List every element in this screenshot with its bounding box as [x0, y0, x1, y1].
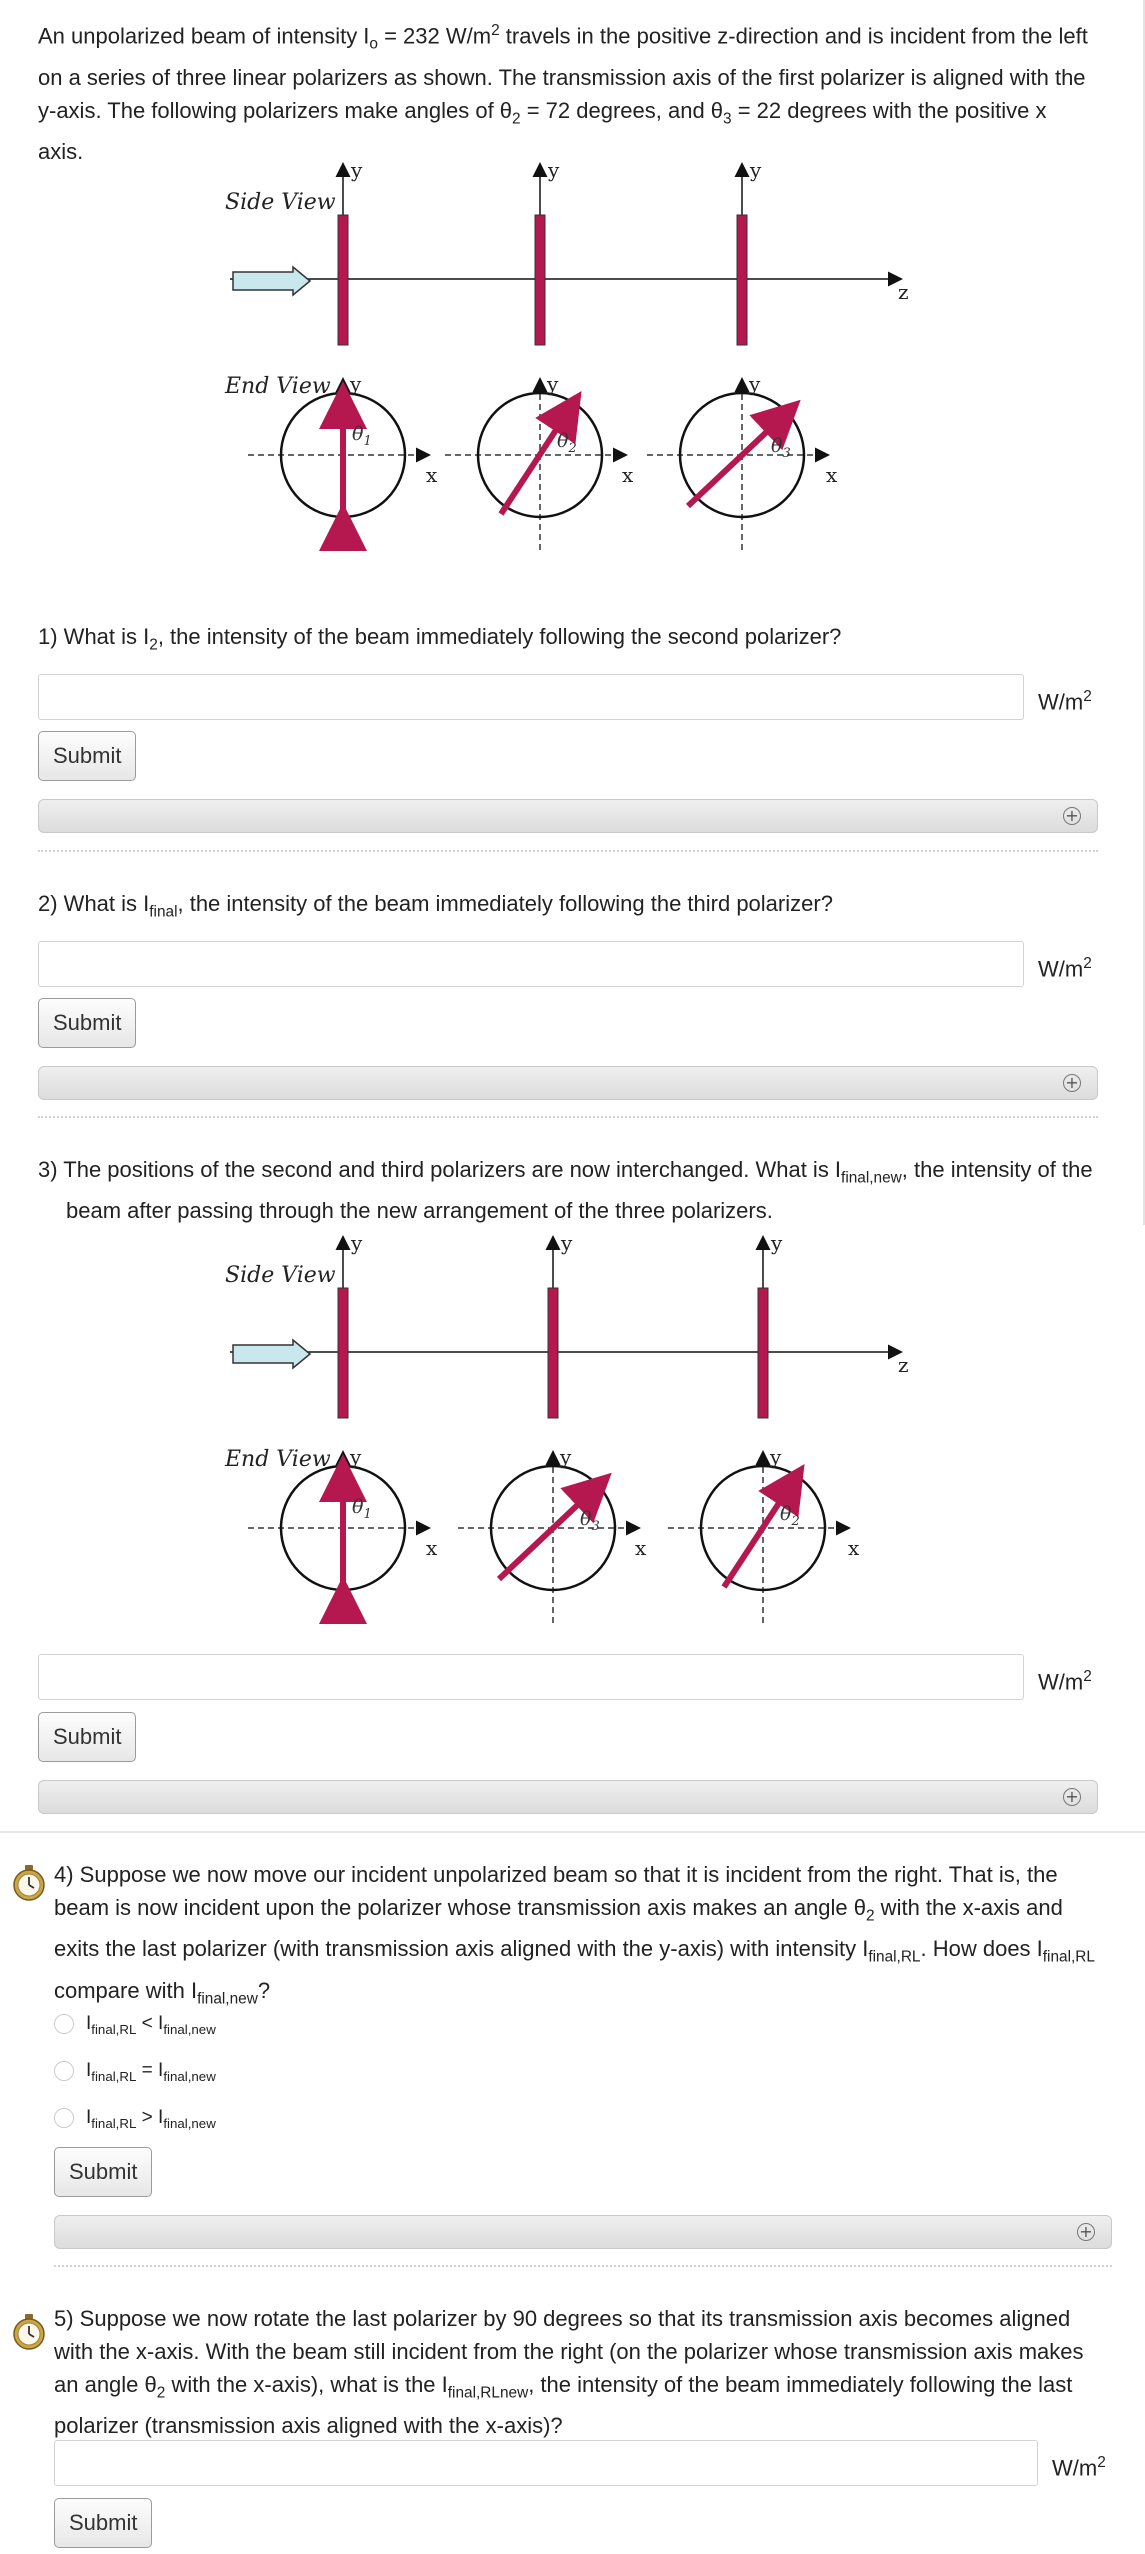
stopwatch-icon	[12, 2313, 46, 2351]
stopwatch-icon	[12, 1864, 46, 1902]
q4-option-equal[interactable]: $I_{final,RL} = I_{final,new}$	[54, 2057, 216, 2091]
svg-text:x: x	[622, 463, 634, 487]
q1-hint-bar[interactable]	[38, 799, 1098, 833]
question-3: 3) The positions of the second and third polarizers are now interchanged. What is $I_{final,new}$, the intensity of the beam after passing through the new arrangement of the three polarizers.	[38, 1157, 1093, 1224]
q3-unit: $W/m^2$	[1038, 1668, 1092, 1695]
separator	[54, 2265, 1112, 2267]
svg-text:θ1: $\theta_1$	[352, 1496, 372, 1522]
q2-unit: $W/m^2$	[1038, 955, 1092, 982]
svg-text:y: y	[548, 158, 560, 182]
svg-text:y: y	[350, 372, 362, 396]
separator	[38, 1116, 1098, 1118]
svg-text:x: x	[826, 463, 838, 487]
svg-text:y: y	[350, 1445, 362, 1469]
svg-text:θ2: $\theta_2$	[557, 430, 577, 456]
plus-circle-icon[interactable]: +	[1063, 1074, 1081, 1092]
plus-circle-icon[interactable]: +	[1063, 807, 1081, 825]
svg-text:x: x	[426, 1536, 438, 1560]
svg-text:y: y	[771, 1231, 783, 1255]
plus-circle-icon[interactable]: +	[1077, 2223, 1095, 2241]
svg-text:y: y	[561, 1231, 573, 1255]
svg-text:y: y	[560, 1445, 572, 1469]
end-view-polarizer-2	[458, 1445, 647, 1623]
incident-beam-arrow	[233, 267, 310, 295]
question-1: 1) What is $I_2$, the intensity of the beam immediately following the second polarizer?	[38, 624, 842, 654]
end-view-label: End View	[225, 1447, 331, 1472]
q3-answer-input[interactable]	[38, 1654, 1024, 1700]
polarizer-1-side	[338, 1231, 363, 1418]
svg-text:θ3: $\theta_3$	[580, 1508, 600, 1534]
q2-submit-button[interactable]: Submit	[38, 998, 136, 1048]
radio-button[interactable]	[54, 2108, 74, 2128]
q4-hint-bar[interactable]	[54, 2215, 1112, 2249]
problem-intro: An unpolarized beam of intensity $I_o = 232$ $W/m^2$ travels in the positive z-direction and is incident from the left on a series of three linear polarizers as shown. The transmission axis of the first polarizer is aligned with the y-axis. The following polarizers make angles of $\theta_2 = 72$ degrees, and $\theta_3 = 22$ degrees with the positive x axis.	[38, 22, 1088, 165]
section-divider	[0, 1831, 1145, 1833]
polarizer-figure-1	[0, 155, 1145, 565]
q5-answer-input[interactable]	[54, 2440, 1038, 2486]
svg-text:y: y	[547, 372, 559, 396]
svg-text:θ1: $\theta_1$	[352, 423, 372, 449]
question-4: 4) Suppose we now move our incident unpolarized beam so that it is incident from the right. That is, the beam is now incident upon the polarizer whose transmission axis makes an angle $\theta_2$ with the x-axis and exits the last polarizer (with transmission axis aligned with the y-axis) with intensity $I_{final,RL}$. How does $I_{final,RL}$ compare with $I_{final,new}$?	[54, 1862, 1095, 2008]
separator	[38, 850, 1098, 852]
q4-option-greater[interactable]: $I_{final,RL} > I_{final,new}$	[54, 2104, 216, 2138]
incident-beam-arrow	[233, 1340, 310, 1368]
svg-text:x: x	[635, 1536, 647, 1560]
polarizer-2-side	[548, 1231, 573, 1418]
q5-submit-button[interactable]: Submit	[54, 2498, 152, 2548]
svg-text:θ2: $\theta_2$	[780, 1503, 800, 1529]
plus-circle-icon[interactable]: +	[1063, 1788, 1081, 1806]
polarizer-figure-2	[0, 1228, 1145, 1638]
end-view-polarizer-2	[445, 372, 634, 550]
polarizer-3-side	[737, 158, 762, 345]
z-label: z	[898, 1353, 909, 1377]
question-2: 2) What is $I_{final}$, the intensity of the beam immediately following the third polarizer?	[38, 891, 833, 921]
q1-submit-button[interactable]: Submit	[38, 731, 136, 781]
q1-answer-input[interactable]	[38, 674, 1024, 720]
q1-unit: $W/m^2$	[1038, 688, 1092, 715]
polarizer-3-side	[758, 1231, 783, 1418]
q2-hint-bar[interactable]	[38, 1066, 1098, 1100]
polarizer-2-side	[535, 158, 560, 345]
q4-submit-button[interactable]: Submit	[54, 2147, 152, 2197]
q5-unit: $W/m^2$	[1052, 2454, 1106, 2481]
end-view-label: End View	[225, 374, 331, 399]
radio-button[interactable]	[54, 2014, 74, 2034]
svg-text:y: y	[750, 158, 762, 182]
radio-button[interactable]	[54, 2061, 74, 2081]
q3-submit-button[interactable]: Submit	[38, 1712, 136, 1762]
svg-text:y: y	[770, 1445, 782, 1469]
svg-text:x: x	[426, 463, 438, 487]
question-5: 5) Suppose we now rotate the last polarizer by 90 degrees so that its transmission axis becomes aligned with the x-axis. With the beam still incident from the right (on the polarizer whose transmission axis makes an angle $\theta_2$ with the x-axis), what is the $I_{final,RLnew}$, the intensity of the beam immediately following the last polarizer (transmission axis aligned with the x-axis)?	[54, 2306, 1084, 2439]
z-label: z	[898, 280, 909, 304]
end-view-polarizer-3	[647, 372, 838, 550]
svg-text:y: y	[351, 1231, 363, 1255]
q4-option-less[interactable]: $I_{final,RL} < I_{final,new}$	[54, 2010, 216, 2044]
end-view-polarizer-3	[668, 1445, 860, 1623]
polarizer-1-side	[338, 158, 363, 345]
svg-text:x: x	[848, 1536, 860, 1560]
svg-text:y: y	[749, 372, 761, 396]
side-view-label: Side View	[225, 190, 336, 215]
side-view-label: Side View	[225, 1263, 336, 1288]
svg-text:y: y	[351, 158, 363, 182]
q3-hint-bar[interactable]	[38, 1780, 1098, 1814]
svg-text:θ3: $\theta_3$	[771, 435, 791, 461]
q2-answer-input[interactable]	[38, 941, 1024, 987]
